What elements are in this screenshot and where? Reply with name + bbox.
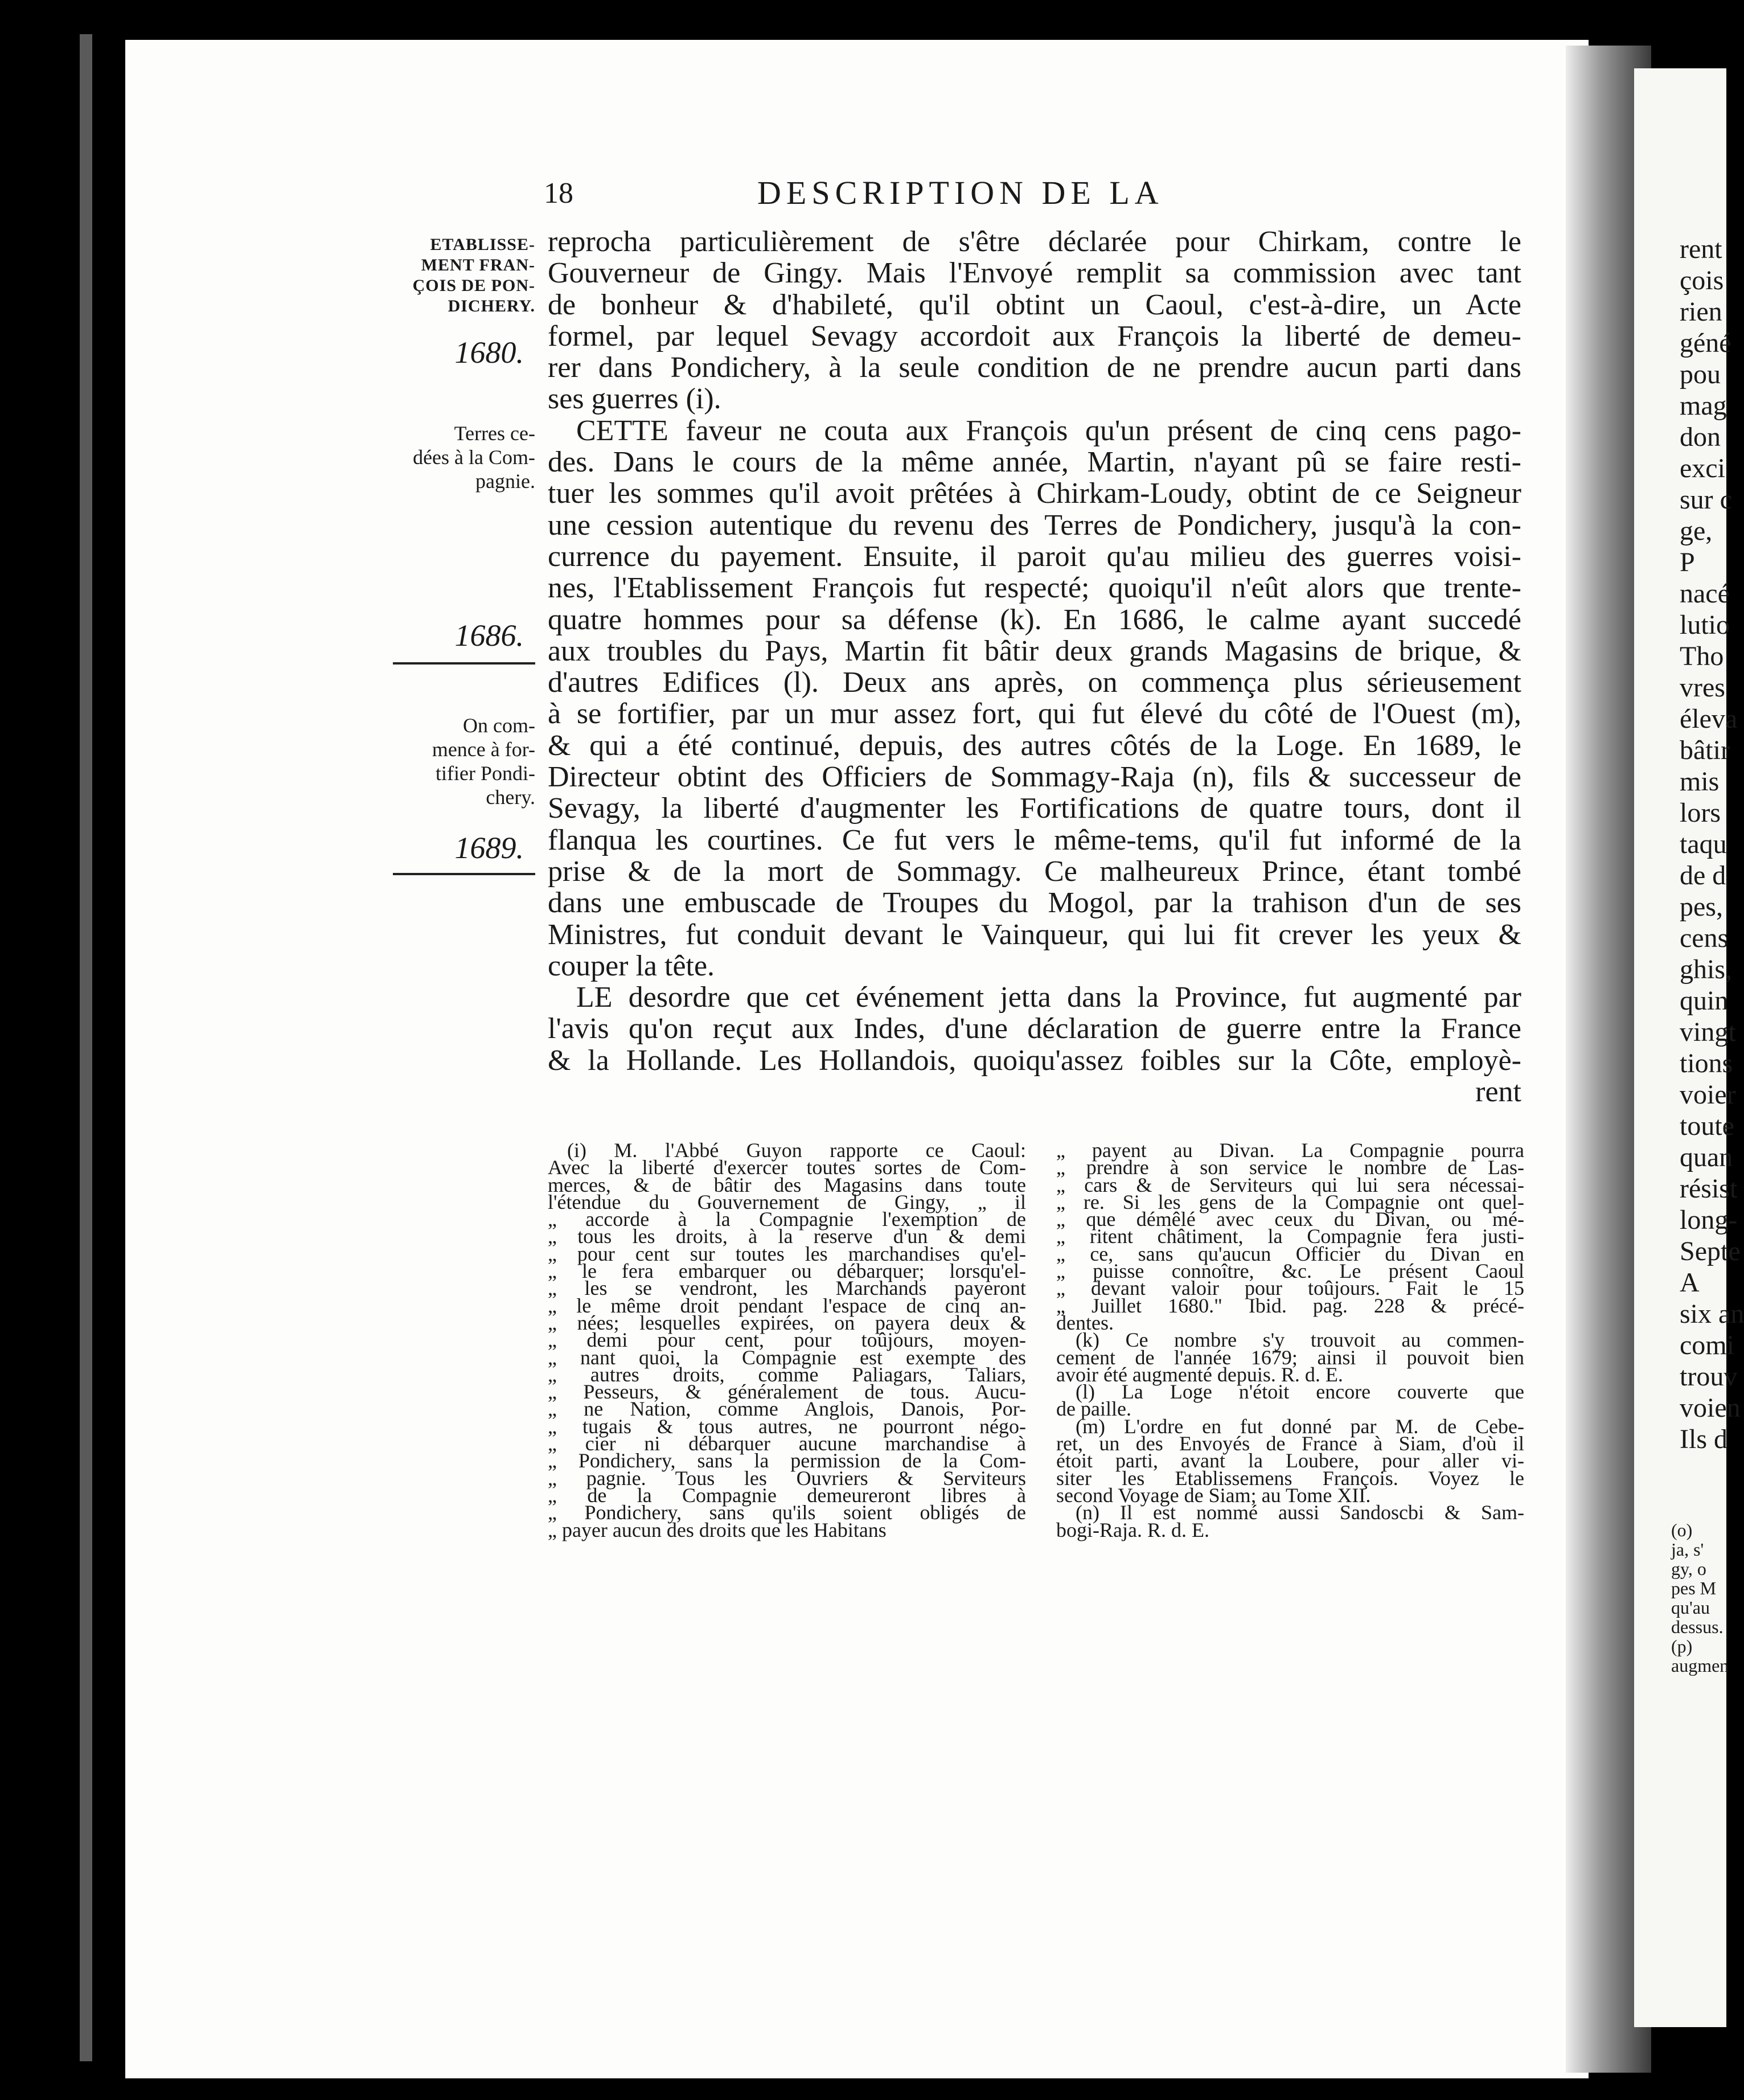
text-line: ses guerres (i). [548,383,721,416]
margin-heading-line: ETABLISSE- [430,235,535,254]
footnote-line: „ cier ni débarquer aucune marchandise à [548,1432,1026,1455]
footnote-line: „ Pesseurs, & généralement de tous. Aucu- [548,1380,1026,1404]
facing-note-fragment: dessus. [1671,1617,1724,1637]
text-line: prise & de la mort de Sommagy. Ce malheureux Prince, étant tombé [548,855,1521,888]
facing-text-fragment: résist [1680,1174,1738,1204]
main-text-body [548,226,1521,1108]
text-line: quatre hommes pour sa défense (k). En 1686, le calme ayant succedé [548,603,1521,636]
facing-note-fragment: augmen [1671,1655,1729,1676]
footnote-line: second Voyage de Siam; au Tome XII. [1056,1483,1371,1507]
facing-text-fragment: ghis, [1680,954,1733,985]
text-line: reprocha particulièrement de s'être déclarée pour Chirkam, contre le [548,225,1521,258]
running-title: DESCRIPTION DE LA [757,174,1164,211]
facing-text-fragment: pou [1680,359,1721,389]
text-line: LE desordre que cet événement jetta dans la Province, fut augmenté par [576,981,1521,1014]
margin-rule [393,662,535,665]
footnote-line: (l) La Loge n'étoit encore couverte que [1076,1380,1524,1404]
text-line: couper la tête. [548,949,715,982]
margin-note-line: On com- [463,714,535,737]
footnote-line: „ re. Si les gens de la Compagnie ont quel- [1056,1190,1524,1213]
facing-text-fragment: long- [1680,1205,1738,1235]
facing-note-fragment: gy, o [1671,1558,1706,1579]
margin-rule [393,873,535,875]
facing-text-fragment: P [1680,547,1695,577]
facing-text-fragment: géné [1680,328,1731,358]
facing-text-fragment: rien [1680,297,1722,327]
text-line: une cession autentique du revenu des Terres de Pondichery, jusqu'à la con- [548,508,1521,542]
facing-text-fragment: vres [1680,672,1725,703]
footnote-line: „ Pondichery, sans qu'ils soient obligés de [548,1501,1026,1524]
facing-text-fragment: éleva [1680,704,1738,734]
margin-heading-line: MENT FRAN- [421,256,535,274]
facing-text-fragment: mis [1680,766,1720,797]
margin-note-terres [399,421,535,493]
footnote-line: „ puisse connoître, &c. Le présent Caoul [1056,1260,1524,1283]
footnote-line: „ tous les droits, à la reserve d'un & demi [548,1225,1026,1248]
footnote-line: l'étendue du Gouvernement de Gingy, „ il [548,1190,1026,1213]
footnote-line: „ nant quoi, la Compagnie est exempte des [548,1346,1026,1369]
text-line: Sevagy, la liberté d'augmenter les Fortifications de quatre tours, dont il [548,792,1521,825]
text-line: CETTE faveur ne couta aux François qu'un présent de cinq cens pago- [576,414,1521,447]
footnote-line: „ que démêlé avec ceux du Divan, ou mé- [1056,1208,1524,1231]
facing-text-fragment: lors [1680,798,1721,828]
text-line: nes, l'Etablissement François fut respecté; quoiqu'il n'eût alors que trente- [548,572,1521,605]
facing-text-fragment: de d [1680,860,1726,891]
text-line: dans une embuscade de Troupes du Mogol, par la trahison d'un de ses [548,887,1521,920]
facing-text-fragment: rent [1680,234,1722,264]
paragraph-2 [548,415,1521,982]
footnote-line: „ ce, sans qu'aucun Officier du Divan en [1056,1242,1524,1265]
facing-page-notes [1671,1520,1729,1675]
facing-text-fragment: pes, [1680,892,1723,922]
footnote-line: dentes. [1056,1311,1114,1334]
footnote-line: „ devant valoir pour toûjours. Fait le 15 [1056,1277,1524,1300]
book-left-edge [80,34,92,2061]
footnote-line: siter les Etablissemens François. Voyez le [1056,1466,1524,1490]
facing-text-fragment: comi [1680,1330,1734,1360]
footnote-line: „ payer aucun des droits que les Habitans [548,1518,887,1541]
text-line: & la Hollande. Les Hollandois, quoiqu'assez foibles sur la Côte, employè- [548,1044,1521,1077]
catchword: rent [1475,1076,1521,1109]
facing-text-fragment: çois [1680,265,1724,296]
footnote-line: Avec la liberté d'exercer toutes sortes de Com- [548,1156,1026,1179]
facing-text-fragment: Septe [1680,1236,1741,1266]
footnote-line: (k) Ce nombre s'y trouvoit au commen- [1076,1328,1524,1352]
text-line: tuer les sommes qu'il avoit prêtées à Chirkam-Loudy, obtint de ce Seigneur [548,477,1521,510]
footnote-line: „ de la Compagnie demeureront libres à [548,1483,1026,1507]
facing-text-fragment: quan [1680,1142,1733,1172]
text-line: Ministres, fut conduit devant le Vainqueur, qui lui fit crever les yeux & [548,918,1521,951]
footnote-line: étoit parti, avant la Loubere, pour aller vi- [1056,1449,1524,1473]
margin-note-line: Terres ce- [454,422,535,445]
footnote-line: „ demi pour cent, pour toûjours, moyen- [548,1328,1026,1352]
facing-text-fragment: sur c [1680,485,1732,515]
facing-page-text [1680,233,1744,1455]
facing-text-fragment: don [1680,422,1721,452]
facing-text-fragment: ge, [1680,516,1713,546]
text-line: formel, par lequel Sevagy accordoit aux François la liberté de demeu- [548,319,1521,352]
footnote-line: „ cars & de Serviteurs qui lui sera nécessai- [1056,1173,1524,1196]
text-line: currence du payement. Ensuite, il paroit qu'au milieu des guerres voisi- [548,540,1521,573]
footnote-line: „ pagnie. Tous les Ouvriers & Serviteurs [548,1466,1026,1490]
facing-text-fragment: quin [1680,986,1729,1016]
facing-text-fragment: mag [1680,391,1727,421]
margin-year-1686: 1686. [454,618,524,653]
footnote-line: cement de l'année 1679; ainsi il pouvoit bien [1056,1346,1524,1369]
footnote-line: avoir été augmenté depuis. R. d. E. [1056,1363,1343,1386]
facing-note-fragment: (p) [1671,1636,1693,1656]
footnote-line: „ Pondichery, sans la permission de la Com- [548,1449,1026,1473]
facing-note-fragment: pes M [1671,1578,1717,1598]
footnote-line: bogi-Raja. R. d. E. [1056,1518,1209,1541]
facing-note-fragment: ja, s' [1671,1539,1704,1560]
facing-text-fragment: Ils d [1680,1424,1727,1454]
margin-year-1689: 1689. [454,831,524,865]
footnotes-left-column [548,1139,1026,1541]
margin-note-line: chery. [486,786,535,809]
facing-text-fragment: A [1680,1268,1700,1298]
footnote-line: „ accorde à la Compagnie l'exemption de [548,1208,1026,1231]
facing-text-fragment: bâtir [1680,735,1730,765]
paragraph-3 [548,982,1521,1108]
text-line: de bonheur & d'habileté, qu'il obtint un Caoul, c'est-à-dire, un Acte [548,288,1521,321]
margin-note-line: mence à for- [432,738,535,761]
text-line: rer dans Pondichery, à la seule condition de ne prendre aucun parti dans [548,351,1521,384]
facing-text-fragment: taqu [1680,829,1727,859]
text-line: l'avis qu'on reçut aux Indes, d'une déclaration de guerre entre la France [548,1012,1521,1045]
facing-text-fragment: vingt [1680,1017,1736,1047]
facing-text-fragment: tions [1680,1048,1733,1078]
facing-text-fragment: voier [1680,1080,1736,1110]
margin-note-line: tifier Pondi- [436,762,535,785]
text-line: à se fortifier, par un mur assez fort, qui fut élevé du côté de l'Ouest (m), [548,698,1521,731]
text-line: des. Dans le cours de la même année, Martin, n'ayant pû se faire resti- [548,446,1521,479]
text-line: d'autres Edifices (l). Deux ans après, on commença plus sérieusement [548,666,1521,699]
margin-note-line: dées à la Com- [413,446,535,469]
footnote-line: ret, un des Envoyés de France à Siam, d'où il [1056,1432,1524,1455]
footnote-line: (n) Il est nommé aussi Sandoscbi & Sam- [1076,1501,1524,1524]
footnote-line: „ tugais & tous autres, ne pourront négo- [548,1414,1026,1438]
paragraph-1 [548,226,1521,415]
margin-note-line: pagnie. [475,470,535,493]
text-line: Gouverneur de Gingy. Mais l'Envoyé remplit sa commission avec tant [548,257,1521,290]
facing-note-fragment: (o) [1671,1520,1693,1540]
footnote-line: „ les se vendront, les Marchands payeront [548,1277,1026,1300]
footnote-line: „ le fera embarquer ou débarquer; lorsqu'el- [548,1260,1026,1283]
facing-text-fragment: exci [1680,453,1725,483]
facing-text-fragment: Tho [1680,641,1724,671]
footnotes-right-column [1056,1139,1524,1541]
page-number: 18 [544,177,573,210]
margin-heading-line: DICHERY. [448,297,535,315]
text-line: Directeur obtint des Officiers de Sommagy-Raja (n), fils & successeur de [548,761,1521,794]
footnote-line: „ pour cent sur toutes les marchandises qu'el- [548,1242,1026,1265]
facing-note-fragment: qu'au [1671,1597,1710,1618]
text-line: flanqua les courtines. Ce fut vers le même-tems, qu'il fut informé de la [548,823,1521,856]
margin-year-1680: 1680. [454,335,524,370]
footnote-line: (m) L'ordre en fut donné par M. de Cebe- [1076,1414,1524,1438]
footnote-line: (i) M. l'Abbé Guyon rapporte ce Caoul: [567,1139,1026,1162]
facing-text-fragment: toute [1680,1111,1734,1141]
facing-text-fragment: trouv [1680,1361,1738,1392]
facing-text-fragment: nacé [1680,579,1730,609]
footnote-line: merces, & de bâtir des Magasins dans toute [548,1173,1026,1196]
footnote-line: de paille. [1056,1397,1131,1421]
margin-heading-line: ÇOIS DE PON- [412,276,535,295]
footnote-line: „ prendre à son service le nombre de Las- [1056,1156,1524,1179]
margin-establishment-heading [399,235,535,317]
margin-note-fortifier [399,713,535,809]
facing-text-fragment: cens [1680,923,1729,953]
text-line: aux troubles du Pays, Martin fit bâtir deux grands Magasins de brique, & [548,634,1521,667]
footnote-line: „ payent au Divan. La Compagnie pourra [1056,1139,1524,1162]
footnote-line: „ nées; lesquelles expirées, on payera deux & [548,1311,1026,1334]
footnote-line: „ le même droit pendant l'espace de cinq an- [548,1294,1026,1317]
facing-text-fragment: voien [1680,1393,1741,1423]
text-line: & qui a été continué, depuis, des autres côtés de la Loge. En 1689, le [548,729,1521,762]
footnote-line: „ ritent châtiment, la Compagnie fera justi- [1056,1225,1524,1248]
facing-text-fragment: lutio [1680,610,1730,640]
footnote-line: „ ne Nation, comme Anglois, Danois, Por- [548,1397,1026,1421]
facing-text-fragment: six an [1680,1299,1744,1329]
footnote-line: „ autres droits, comme Paliagars, Taliars, [548,1363,1026,1386]
footnote-line: „ Juillet 1680." Ibid. pag. 228 & précé- [1056,1294,1524,1317]
